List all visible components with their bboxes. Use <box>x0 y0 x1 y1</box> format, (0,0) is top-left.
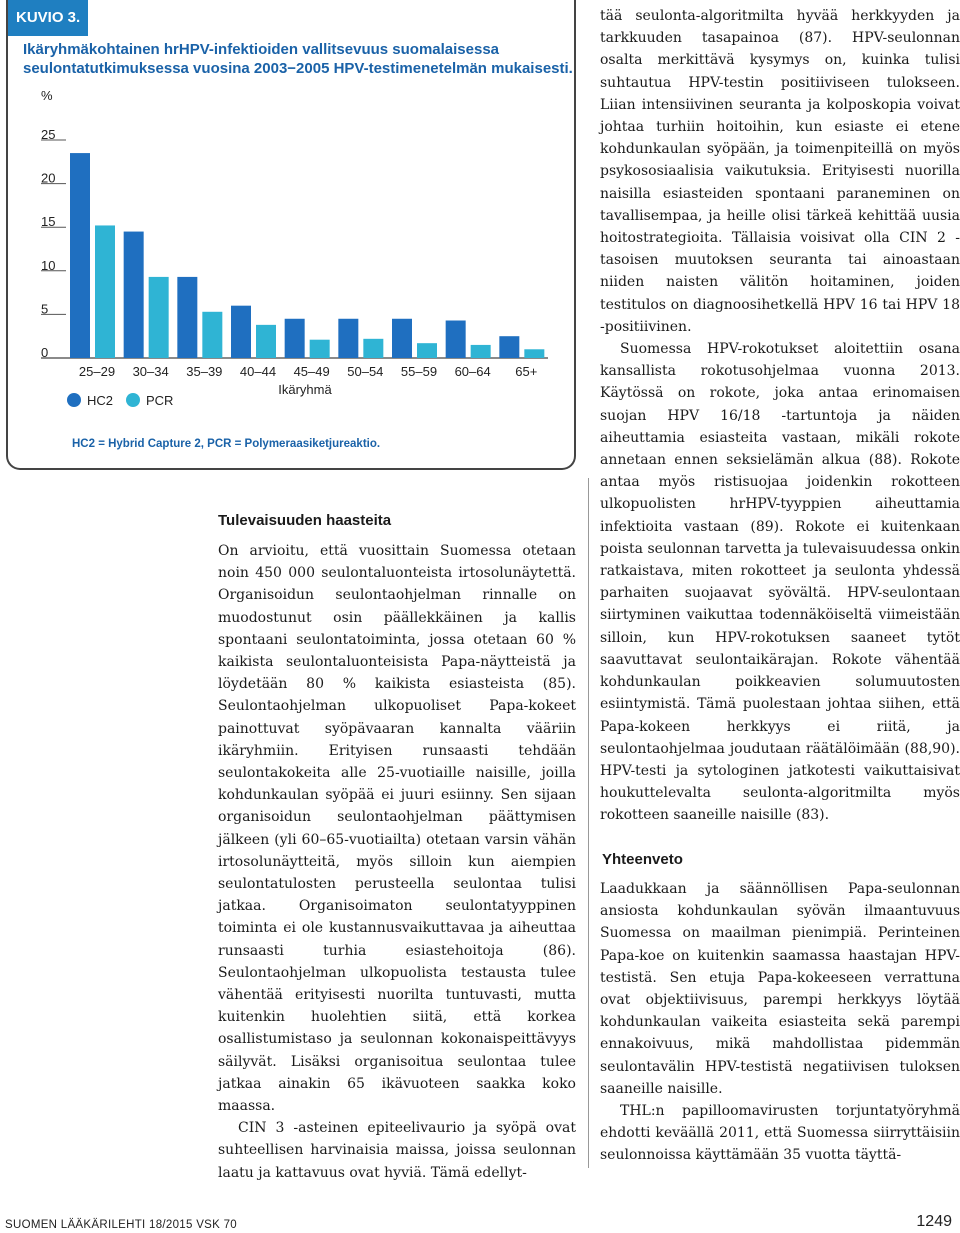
paragraph: Laadukkaan ja säännöllisen Papa-seulonnan ansiosta kohdunkaulan syövän ilmaantuvuus Suomessa on maailman pienimpiä. Perinteinen Papa-koe on kuitenkin saamassa haastajan HPV-testistä. Sen etuja Papa-kokeeseen verrattuna ovat objektiivisuus, parempi herkkyys löytää kohdunkaulan vaikeita esiasteita sekä parempi ennakoivuus, mikä mahdollistaa pidemmän seulontavälin HPV-testistä negatiivisen tuloksen saaneille naisille. <box>600 881 960 1097</box>
x-tick-label: 35–39 <box>186 364 223 379</box>
paragraph: CIN 3 -asteinen epiteelivaurio ja syöpä ovat suhteellisen harvinaisia maissa, joissa seulonnan laatu ja kattavuus ovat hyviä. Tämä edellyt- <box>218 1120 576 1181</box>
bar-hc2 <box>285 319 305 358</box>
legend-marker-hc2 <box>67 393 81 407</box>
y-tick-label: 10 <box>41 257 56 273</box>
bar-pcr <box>417 343 437 358</box>
figure-tag: KUVIO 3. <box>8 0 88 36</box>
bar-pcr <box>256 325 276 358</box>
bar-hc2 <box>499 336 519 358</box>
section-heading-summary: Yhteenveto <box>602 851 683 868</box>
bar-pcr <box>310 340 330 358</box>
legend-label: PCR <box>146 393 174 408</box>
bar-chart <box>8 0 578 470</box>
bar-pcr <box>149 277 169 358</box>
x-tick-label: 30–34 <box>132 364 169 379</box>
x-tick-label: 55–59 <box>400 364 438 379</box>
bar-hc2 <box>446 321 466 358</box>
bar-hc2 <box>392 319 412 358</box>
journal-footer: SUOMEN LÄÄKÄRILEHTI 18/2015 VSK 70 <box>5 1219 237 1231</box>
bar-hc2 <box>177 277 197 358</box>
bar-pcr <box>95 225 115 358</box>
section-heading-future-challenges: Tulevaisuuden haasteita <box>218 512 392 529</box>
paragraph: tää seulonta-algoritmilta hyvää herkkyyden ja tarkkuuden tasapainoa (87). HPV-seulonnan osalta merkittävä kysymys on, kuinka tulisi suhtautua HPV-testin positiiviseen tulokseen. Liian intensiivinen seuranta ja kolposkopia voivat johtaa turhiin hoitoihin, kun esiaste ei etene kohdunkaulan syöpään, ja toimenpiteillä on myös psykososiaalisia vaikutuksia. Erityisesti nuorilla naisilla esiasteiden spontaani paraneminen on tavallisempaa, ja heille olisi tärkeä kehittää uusia hoitostrategioita. Tällaisia voisivat olla CIN 2 -tasoisen muutoksen seuranta tai ainoastaan niiden naisten välitön hoitaminen, joiden testitulos on diagnoosihetkellä HPV 16 tai HPV 18 -positiivinen. <box>600 8 960 335</box>
bar-hc2 <box>231 306 251 358</box>
bar-pcr <box>471 345 491 358</box>
y-tick-label: 20 <box>41 170 56 186</box>
y-tick-label: 15 <box>41 214 56 230</box>
bar-pcr <box>524 349 544 358</box>
column-divider <box>588 478 589 1168</box>
bar-pcr <box>202 312 222 358</box>
x-tick-label: 25–29 <box>78 364 116 379</box>
y-axis-label: % <box>41 88 53 103</box>
x-tick-label: 50–54 <box>347 364 384 379</box>
x-tick-label: 40–44 <box>239 364 277 379</box>
x-axis-label: Ikäryhmä <box>278 382 332 397</box>
figure-title: Ikäryhmäkohtainen hrHPV-infektioiden vallitsevuus suomalaisessa seulontatutkimuksessa vuosina 2003−2005 HPV-testimenetelmän mukaisesti. <box>23 41 573 77</box>
bar-hc2 <box>338 319 358 358</box>
x-tick-label: 60–64 <box>454 364 491 379</box>
bar-pcr <box>363 339 383 358</box>
x-tick-label: 65+ <box>515 364 538 379</box>
legend-marker-pcr <box>126 393 140 407</box>
y-tick-label: 25 <box>41 127 56 142</box>
figure-caption: HC2 = Hybrid Capture 2, PCR = Polymeraasiketjureaktio. <box>72 438 381 450</box>
y-tick-label: 5 <box>41 301 49 317</box>
x-tick-label: 45–49 <box>293 364 330 379</box>
paragraph: On arvioitu, että vuosittain Suomessa otetaan noin 450 000 seulontaluonteista irtosolunäytettä. Organisoidun seulontaohjelman rinnalle on muodostunut osin päällekkäinen ja kallis spontaani seulontatoiminta, jossa otetaan 60 % kaikista seulontaluonteisista Papa-näytteistä ja löydetään 80 % kaikista esiasteista (85). Seulontaohjelman ulkopuoliset Papa-kokeet painottuvat syöpävaaran kannalta vääriin ikäryhmiin. Erityisen runsaasti tehdään seulontakokeita alle 25-vuotiaille naisille, joilla kohdunkaulan syöpää ei juuri esiinny. Sen sijaan organisoidun seulontaohjelman päättymisen jälkeen (yli 60–65-vuotiailta) otetaan varsin vähän irtosolunäytteitä, myös silloin kun aiempien seulontatulosten perusteella seulontaa tulisi jatkaa. Organisoimaton seulontatyyppinen toiminta ei ole kustannusvaikuttavaa ja aiheuttaa runsaasti turhia esiastehoitoja (86). Seulontaohjelman ulkopuolista testausta tulee vähentää erityisesti nuorilta tuntuvasti, mutta kuitenkin huolehtien siitä, että korkea osallistumistaso ja seulonnan kokonaispeittävyys säilyvät. Lisäksi organisoitua seulontaa tulee jatkaa ainakin 65 ikävuoteen saakka koko maassa. <box>218 543 576 1115</box>
paragraph: THL:n papilloomavirusten torjuntatyöryhmä ehdotti keväällä 2011, että Suomessa siirryttäisiin seulonnoissa käyttämään 35 vuotta täyttä- <box>600 1103 960 1164</box>
bar-hc2 <box>70 153 90 358</box>
legend-label: HC2 <box>87 393 114 408</box>
right-column-summary-text <box>600 878 960 1167</box>
paragraph: Suomessa HPV-rokotukset aloitettiin osana kansallista rokotusohjelmaa vuonna 2013. Käytössä on rokote, joka antaa erinomaisen suojan HPV 16/18 -tartuntoja ja näiden aiheuttamia esiasteita vastaan, mikäli rokote annetaan ennen seksielämän alkua (88). Rokote antaa myös ristisuojaa joidenkin rokotteen ulkopuolisten hrHPV-tyyppien aiheuttamia infektioita vastaan (89). Rokote ei kuitenkaan poista seulonnan tarvetta ja tulevaisuudessa onkin ratkaistava, miten rokotteet ja seulonta yhdessä parhaiten suojaavat syövältä. HPV-seulontaan siirtyminen vaikuttaa todennäköiseltä viimeistään silloin, kun HPV-rokotuksen saaneet tytöt saavuttavat seulontaikärajan. Rokote vähentää kohdunkaulan poikkeavien solumuutosten esiintymistä. Tämä puolestaan johtaa siihen, että Papa-kokeen herkkyys ei riitä, ja seulontaohjelmaa joudutaan räätälöimään (88,90). HPV-testi ja sytologinen jatkotesti vaikuttaisivat houkuttelevalta seulonta-algoritmilta myös rokotteen saaneille naisille (83). <box>600 341 960 824</box>
right-column-text <box>600 5 960 827</box>
y-tick-label: 0 <box>41 345 49 360</box>
page-number: 1249 <box>916 1213 952 1230</box>
bar-hc2 <box>124 232 144 358</box>
middle-column-text <box>218 540 576 1184</box>
figure-box <box>6 0 576 470</box>
